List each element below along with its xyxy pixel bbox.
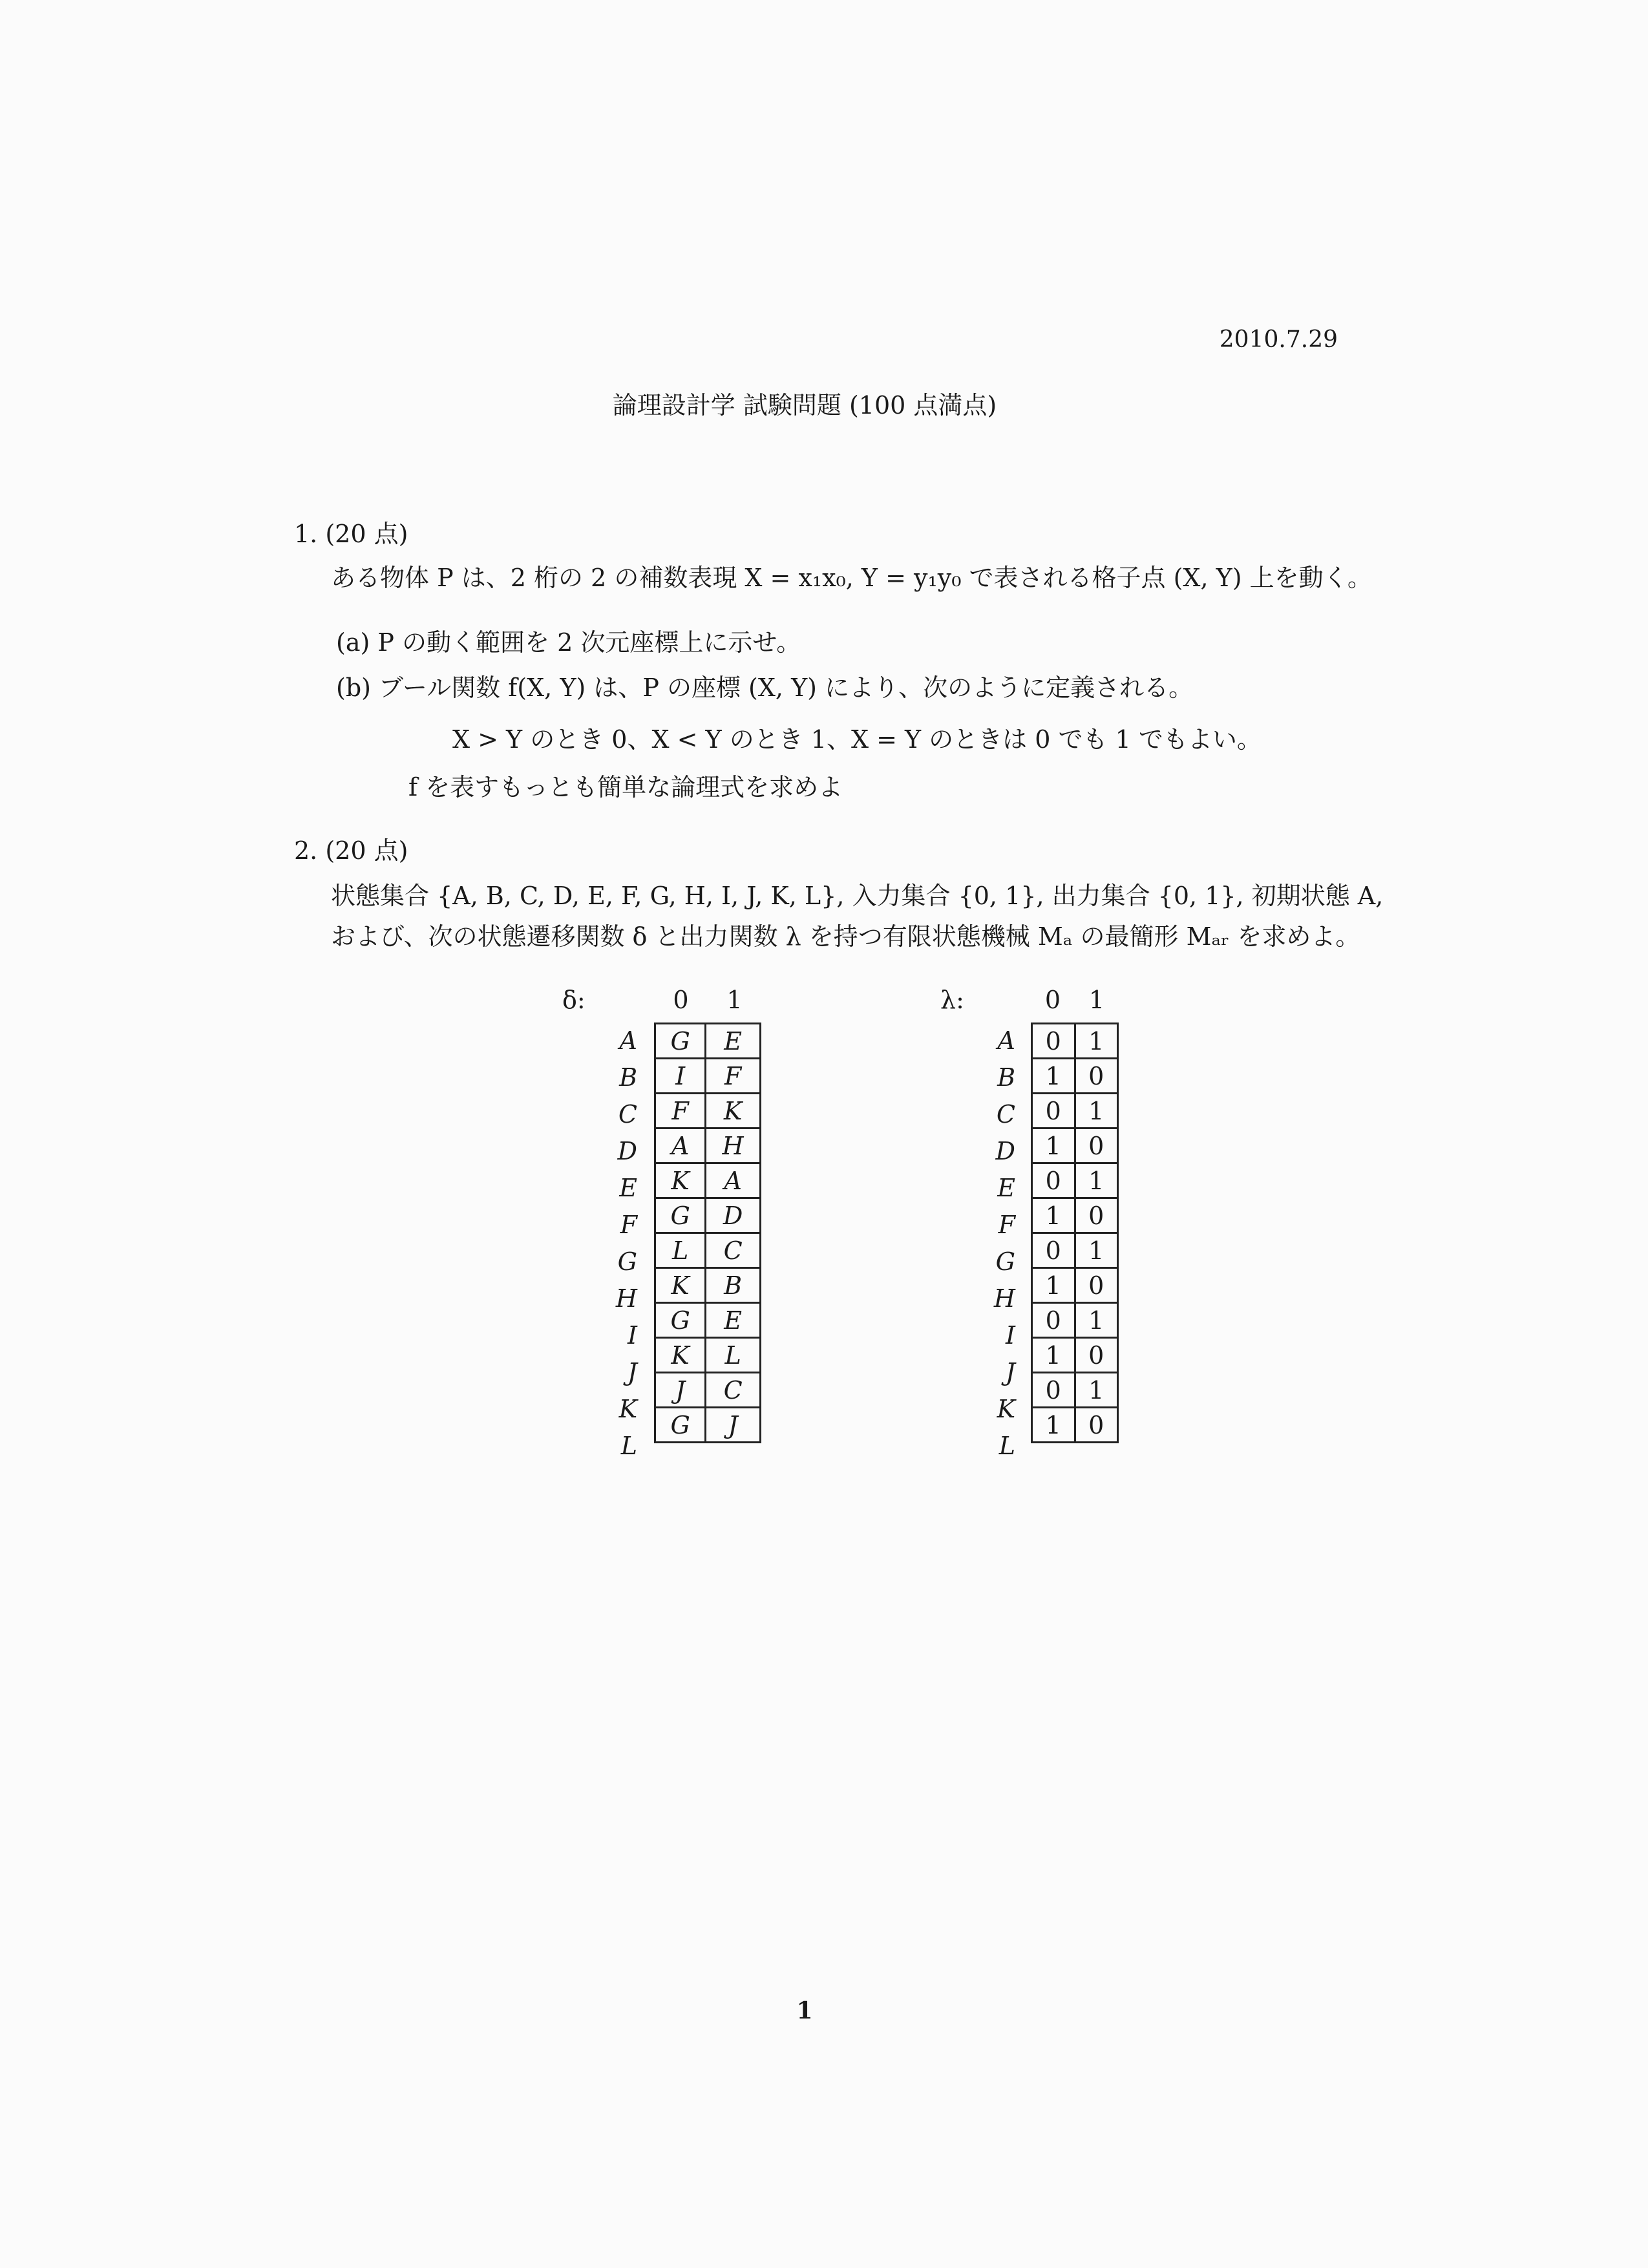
lambda-cell: 1 xyxy=(1075,1373,1118,1408)
lambda-cell: 1 xyxy=(1075,1094,1118,1129)
lambda-row-label: C xyxy=(996,1100,1015,1129)
delta-row-labels xyxy=(601,1023,637,1465)
delta-cell: K xyxy=(655,1163,706,1198)
delta-table-row xyxy=(655,1129,761,1163)
delta-cell: A xyxy=(655,1129,706,1163)
delta-cell: H xyxy=(706,1129,761,1163)
lambda-row-label: D xyxy=(995,1137,1015,1165)
delta-row-label: B xyxy=(619,1063,637,1092)
lambda-cell: 1 xyxy=(1032,1129,1075,1163)
lambda-table-row xyxy=(1032,1373,1118,1408)
lambda-table-row xyxy=(1032,1338,1118,1373)
delta-cell: G xyxy=(655,1408,706,1443)
lambda-table-row xyxy=(1032,1408,1118,1443)
delta-row-label: C xyxy=(618,1100,637,1129)
delta-cell: C xyxy=(706,1373,761,1408)
lambda-table-row xyxy=(1032,1303,1118,1338)
lambda-col-0: 0 xyxy=(1044,986,1061,1014)
lambda-cell: 0 xyxy=(1075,1408,1118,1443)
lambda-cell: 1 xyxy=(1032,1338,1075,1373)
delta-table-row xyxy=(655,1268,761,1303)
q2-line1: 状態集合 {A, B, C, D, E, F, G, H, I, J, K, L}, 入力集合 {0, 1}, 出力集合 {0, 1}, 初期状態 A, xyxy=(331,882,1384,910)
delta-cell: I xyxy=(655,1059,706,1094)
delta-table-row xyxy=(655,1094,761,1129)
lambda-row-label: I xyxy=(1005,1321,1015,1350)
delta-cell: J xyxy=(655,1373,706,1408)
delta-cell: B xyxy=(706,1268,761,1303)
lambda-cell: 0 xyxy=(1032,1024,1075,1059)
delta-table-row xyxy=(655,1163,761,1198)
lambda-row-label: F xyxy=(998,1211,1015,1239)
lambda-row-labels xyxy=(979,1023,1015,1465)
lambda-table-row xyxy=(1032,1163,1118,1198)
delta-cell: C xyxy=(706,1233,761,1268)
lambda-cell: 0 xyxy=(1032,1094,1075,1129)
delta-table-row xyxy=(655,1408,761,1443)
delta-cell: G xyxy=(655,1198,706,1233)
q2-line2: および、次の状態遷移関数 δ と出力関数 λ を持つ有限状態機械 Mₐ の最簡形 Mₐᵣ を求めよ。 xyxy=(331,922,1360,951)
lambda-row-label: G xyxy=(995,1247,1015,1276)
q1-heading: 1. (20 点) xyxy=(294,520,408,548)
lambda-row-label: B xyxy=(997,1063,1015,1092)
lambda-row-label: L xyxy=(998,1432,1015,1460)
lambda-cell: 0 xyxy=(1075,1198,1118,1233)
q1-part-a: (a) P の動く範囲を 2 次元座標上に示せ。 xyxy=(336,628,801,657)
delta-row-label: L xyxy=(620,1432,637,1460)
delta-cell: F xyxy=(655,1094,706,1129)
delta-row-label: E xyxy=(619,1174,637,1202)
lambda-col-1: 1 xyxy=(1088,986,1105,1014)
delta-row-label: J xyxy=(627,1358,637,1386)
delta-col-1: 1 xyxy=(726,986,743,1014)
delta-cell: L xyxy=(655,1233,706,1268)
lambda-row-label: J xyxy=(1005,1358,1015,1386)
lambda-cell: 0 xyxy=(1032,1163,1075,1198)
delta-cell: K xyxy=(655,1338,706,1373)
delta-row-label: I xyxy=(627,1321,637,1350)
q1-statement: ある物体 P は、2 桁の 2 の補数表現 X = x₁x₀, Y = y₁y₀ で表される格子点 (X, Y) 上を動く。 xyxy=(331,564,1372,592)
lambda-table-row xyxy=(1032,1129,1118,1163)
delta-cell: G xyxy=(655,1024,706,1059)
lambda-cell: 0 xyxy=(1075,1059,1118,1094)
q1-part-b: (b) ブール関数 f(X, Y) は、P の座標 (X, Y) により、次のように定義される。 xyxy=(336,673,1194,702)
lambda-cell: 0 xyxy=(1075,1268,1118,1303)
delta-cell: G xyxy=(655,1303,706,1338)
page-number: 1 xyxy=(796,1997,813,2024)
delta-cell: A xyxy=(706,1163,761,1198)
delta-cell: E xyxy=(706,1303,761,1338)
lambda-table-row xyxy=(1032,1233,1118,1268)
lambda-cell: 0 xyxy=(1032,1233,1075,1268)
delta-table-row xyxy=(655,1198,761,1233)
q2-heading: 2. (20 点) xyxy=(294,836,408,865)
lambda-cell: 0 xyxy=(1075,1129,1118,1163)
delta-table-row xyxy=(655,1233,761,1268)
delta-table-row xyxy=(655,1303,761,1338)
exam-date: 2010.7.29 xyxy=(1219,326,1338,353)
delta-cell: K xyxy=(706,1094,761,1129)
delta-label: δ: xyxy=(562,986,586,1014)
lambda-table-row xyxy=(1032,1268,1118,1303)
delta-cell: F xyxy=(706,1059,761,1094)
lambda-cell: 1 xyxy=(1075,1303,1118,1338)
lambda-cell: 0 xyxy=(1032,1373,1075,1408)
delta-cell: J xyxy=(706,1408,761,1443)
delta-row-label: D xyxy=(617,1137,637,1165)
delta-cell: K xyxy=(655,1268,706,1303)
delta-cell: E xyxy=(706,1024,761,1059)
delta-table-row xyxy=(655,1024,761,1059)
delta-table-row xyxy=(655,1373,761,1408)
delta-cell: D xyxy=(706,1198,761,1233)
lambda-cell: 1 xyxy=(1032,1198,1075,1233)
q1-condition: X > Y のとき 0、X < Y のとき 1、X = Y のときは 0 でも 1 でもよい。 xyxy=(452,725,1262,754)
delta-cell: L xyxy=(706,1338,761,1373)
lambda-cell: 1 xyxy=(1075,1024,1118,1059)
delta-row-label: H xyxy=(615,1284,637,1313)
delta-table-row xyxy=(655,1059,761,1094)
lambda-cell: 1 xyxy=(1075,1233,1118,1268)
lambda-label: λ: xyxy=(940,986,964,1014)
delta-table-row xyxy=(655,1338,761,1373)
delta-table xyxy=(654,1023,761,1443)
lambda-cell: 1 xyxy=(1032,1268,1075,1303)
delta-row-label: F xyxy=(620,1211,637,1239)
lambda-row-label: H xyxy=(993,1284,1015,1313)
lambda-cell: 1 xyxy=(1075,1163,1118,1198)
lambda-cell: 1 xyxy=(1032,1059,1075,1094)
delta-row-label: G xyxy=(617,1247,637,1276)
lambda-table-row xyxy=(1032,1024,1118,1059)
lambda-cell: 1 xyxy=(1032,1408,1075,1443)
lambda-cell: 0 xyxy=(1032,1303,1075,1338)
delta-col-0: 0 xyxy=(673,986,689,1014)
lambda-row-label: A xyxy=(997,1026,1015,1055)
lambda-table-row xyxy=(1032,1094,1118,1129)
lambda-table-row xyxy=(1032,1198,1118,1233)
exam-title: 論理設計学 試験問題 (100 点満点) xyxy=(612,391,997,419)
lambda-cell: 0 xyxy=(1075,1338,1118,1373)
delta-row-label: K xyxy=(618,1395,637,1423)
q1-ask: f を表すもっとも簡単な論理式を求めよ xyxy=(408,773,843,801)
lambda-row-label: E xyxy=(997,1174,1015,1202)
lambda-row-label: K xyxy=(997,1395,1015,1423)
lambda-table-row xyxy=(1032,1059,1118,1094)
delta-row-label: A xyxy=(619,1026,637,1055)
lambda-table xyxy=(1031,1023,1119,1443)
